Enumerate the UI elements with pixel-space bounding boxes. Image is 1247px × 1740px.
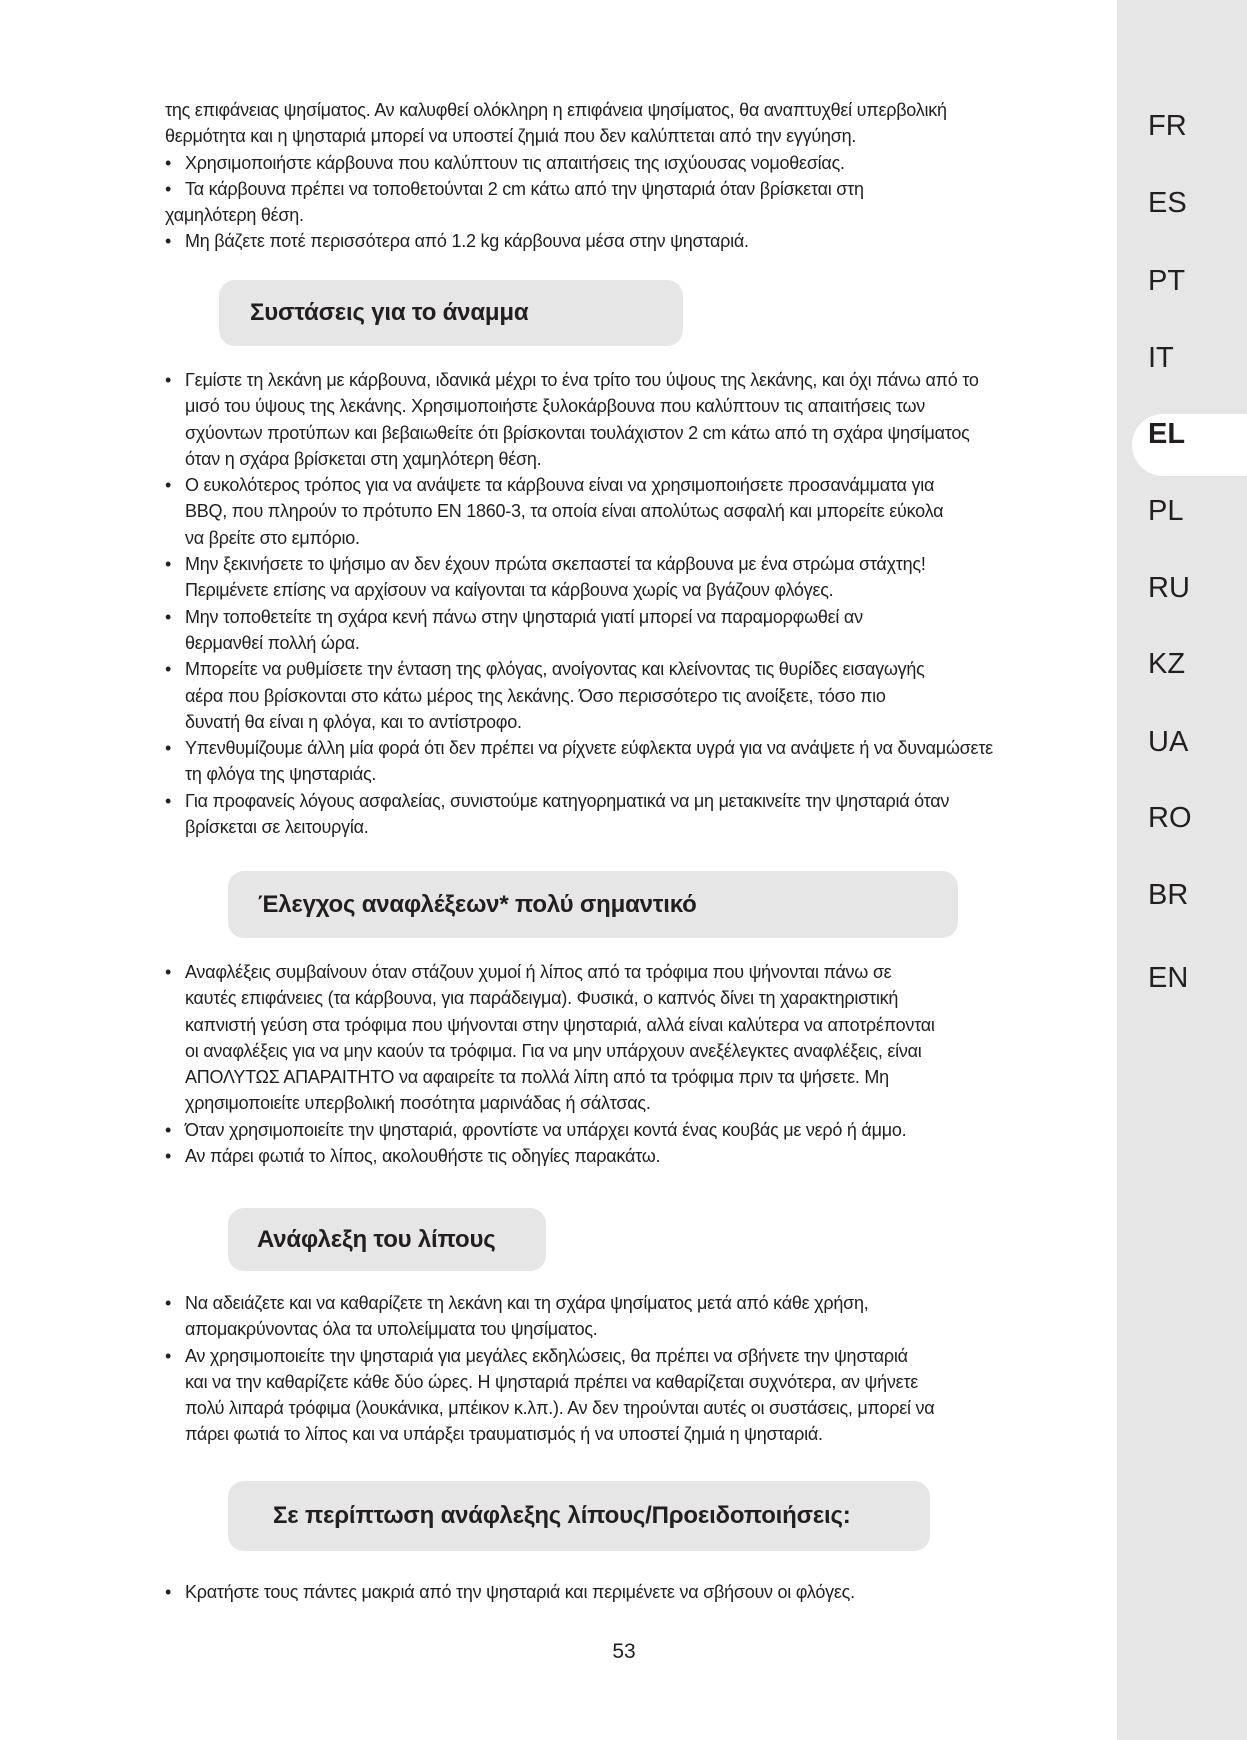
text-line: Να αδειάζετε και να καθαρίζετε τη λεκάνη και τη σχάρα ψησίματος μετά από κάθε χρήση,: [185, 1293, 869, 1313]
text-line: της επιφάνειας ψησίματος. Αν καλυφθεί ολόκληρη η επιφάνεια ψησίματος, θα αναπτυχθεί υπερβολική: [165, 100, 947, 120]
language-tab-pl[interactable]: PL: [1148, 495, 1184, 527]
bullet-icon: •: [165, 1345, 172, 1366]
section-flare-up-control: [165, 959, 1095, 1169]
section-grease-fire-warnings: [165, 1579, 1095, 1605]
language-tab-en[interactable]: EN: [1148, 962, 1189, 994]
paragraph: [165, 202, 1095, 228]
text-line: απομακρύνοντας όλα τα υπολείμματα του ψησίματος.: [185, 1319, 598, 1340]
language-tab-it[interactable]: IT: [1148, 342, 1174, 374]
language-tab-el[interactable]: EL: [1148, 418, 1186, 450]
bullet-item: [165, 1343, 1095, 1448]
bullet-icon: •: [165, 1146, 172, 1167]
language-tab-ro[interactable]: RO: [1148, 802, 1192, 834]
heading-lighting-recommendations: [219, 280, 683, 346]
page-number: 53: [612, 1640, 636, 1663]
bullet-item: [165, 788, 1095, 841]
text-line: Αν χρησιμοποιείτε την ψησταριά για μεγάλες εκδηλώσεις, θα πρέπει να σβήνετε την ψησταριά: [185, 1345, 908, 1366]
text-line: Χρησιμοποιήστε κάρβουνα που καλύπτουν τις απαιτήσεις της ισχύουσας νομοθεσίας.: [185, 152, 845, 173]
section-lighting-recommendations: [165, 367, 1095, 840]
heading-text: Σε περίπτωση ανάφλεξης λίπους/Προειδοποιήσεις:: [273, 1502, 851, 1529]
heading-text: Ανάφλεξη του λίπους: [257, 1225, 496, 1253]
bullet-icon: •: [165, 962, 172, 982]
bullet-icon: •: [165, 1293, 172, 1313]
language-tab-pt[interactable]: PT: [1148, 265, 1186, 297]
bullet-icon: •: [165, 178, 172, 199]
bullet-item: [165, 656, 1095, 735]
bullet-icon: •: [165, 475, 172, 496]
text-line: Μη βάζετε ποτέ περισσότερα από 1.2 kg κάρβουνα μέσα στην ψησταριά.: [185, 231, 749, 252]
language-tab-kz[interactable]: KZ: [1148, 648, 1186, 680]
text-line: Ο ευκολότερος τρόπος για να ανάψετε τα κάρβουνα είναι να χρησιμοποιήσετε προσανάμματα για: [185, 475, 935, 496]
text-line: αέρα που βρίσκονται στο κάτω μέρος της λεκάνης. Όσο περισσότερο τις ανοίξετε, τόσο πιο: [185, 685, 886, 706]
bullet-icon: •: [165, 790, 172, 811]
text-line: βρίσκεται σε λειτουργία.: [185, 817, 369, 838]
language-tab-ru[interactable]: RU: [1148, 572, 1190, 604]
text-line: Όταν χρησιμοποιείτε την ψησταριά, φροντίστε να υπάρχει κοντά ένας κουβάς με νερό ή άμμο.: [185, 1119, 907, 1140]
text-line: οι αναφλέξεις για να μην καούν τα τρόφιμα. Για να μην υπάρχουν ανεξέλεγκτες αναφλέξεις, είναι: [185, 1040, 922, 1061]
text-line: Υπενθυμίζουμε άλλη μία φορά ότι δεν πρέπει να ρίχνετε εύφλεκτα υγρά για να ανάψετε ή να δυναμώσετε: [185, 738, 993, 759]
bullet-icon: •: [165, 659, 172, 680]
text-line: σχύοντων προτύπων και βεβαιωθείτε ότι βρίσκονται τουλάχιστον 2 cm κάτω από τη σχάρα ψησίματος: [185, 422, 970, 443]
text-line: Για προφανείς λόγους ασφαλείας, συνιστούμε κατηγορηματικά να μη μετακινείτε την ψησταριά όταν: [185, 790, 950, 811]
text-line: Περιμένετε επίσης να αρχίσουν να καίγονται τα κάρβουνα χωρίς να βγάζουν φλόγες.: [185, 580, 834, 601]
bullet-item: [165, 735, 1095, 788]
text-line: BBQ, που πληρούν το πρότυπο EN 1860-3, τα οποία είναι απολύτως ασφαλή και μπορείτε εύκολα: [185, 501, 944, 522]
bullet-icon: •: [165, 606, 172, 627]
text-line: να βρείτε στο εμπόριο.: [185, 527, 360, 548]
bullet-item: [165, 604, 1095, 657]
language-tab-br[interactable]: BR: [1148, 879, 1189, 911]
text-line: θερμότητα και η ψησταριά μπορεί να υποστεί ζημιά που δεν καλύπτεται από την εγγύηση.: [165, 126, 857, 147]
bullet-item: [165, 150, 1095, 176]
text-line: πάρει φωτιά το λίπος και να υπάρξει τραυματισμός ή να υποστεί ζημιά η ψησταριά.: [185, 1424, 823, 1445]
section-grease-fire: [165, 1290, 1095, 1448]
paragraph: [165, 97, 1095, 150]
text-line: Μπορείτε να ρυθμίσετε την ένταση της φλόγας, ανοίγοντας και κλείνοντας τις θυρίδες εισαγωγής: [185, 659, 925, 680]
bullet-item: [165, 1143, 1095, 1169]
bullet-icon: •: [165, 1119, 172, 1140]
text-line: και να την καθαρίζετε κάθε δύο ώρες. Η ψησταριά πρέπει να καθαρίζεται συχνότερα, αν ψήνετε: [185, 1371, 919, 1392]
language-tab-ua[interactable]: UA: [1148, 726, 1189, 758]
text-line: καυτές επιφάνειες (τα κάρβουνα, για παράδειγμα). Φυσικά, ο καπνός δίνει τη χαρακτηριστική: [185, 988, 899, 1009]
language-tab-es[interactable]: ES: [1148, 187, 1187, 219]
bullet-icon: •: [165, 554, 172, 575]
text-line: Αν πάρει φωτιά το λίπος, ακολουθήστε τις οδηγίες παρακάτω.: [185, 1146, 661, 1167]
text-line: καπνιστή γεύση στα τρόφιμα που ψήνονται στην ψησταριά, αλλά είναι καλύτερα να αποτρέπονται: [185, 1014, 935, 1035]
heading-grease-fire-warnings: [228, 1481, 930, 1551]
bullet-item: [165, 959, 1095, 1117]
bullet-item: [165, 472, 1095, 551]
text-line: θερμανθεί πολλή ώρα.: [185, 632, 360, 653]
heading-text: Συστάσεις για το άναμμα: [250, 299, 529, 326]
language-sidebar: [1117, 0, 1247, 1740]
text-line: Τα κάρβουνα πρέπει να τοποθετούνται 2 cm κάτω από την ψησταριά όταν βρίσκεται στη: [185, 178, 864, 199]
bullet-icon: •: [165, 370, 172, 390]
text-line: Κρατήστε τους πάντες μακριά από την ψησταριά και περιμένετε να σβήσουν οι φλόγες.: [185, 1582, 855, 1602]
heading-text: Έλεγχος αναφλέξεων* πολύ σημαντικό: [258, 890, 697, 918]
text-line: ΑΠΟΛΥΤΩΣ ΑΠΑΡΑΙΤΗΤΟ να αφαιρείτε τα πολλά λίπη από τα τρόφιμα πριν τα ψήσετε. Μη: [185, 1067, 889, 1088]
text-line: Μην ξεκινήσετε το ψήσιμο αν δεν έχουν πρώτα σκεπαστεί τα κάρβουνα με ένα στρώμα στάχτης!: [185, 554, 926, 575]
bullet-icon: •: [165, 152, 172, 173]
text-line: όταν η σχάρα βρίσκεται στη χαμηλότερη θέση.: [185, 448, 542, 469]
language-tab-fr[interactable]: FR: [1148, 110, 1187, 142]
text-line: πολύ λιπαρά τρόφιμα (λουκάνικα, μπέικον κ.λπ.). Αν δεν τηρούνται αυτές οι συστάσεις, μπορεί να: [185, 1398, 935, 1419]
text-line: Αναφλέξεις συμβαίνουν όταν στάζουν χυμοί ή λίπος από τα τρόφιμα που ψήνονται πάνω σε: [185, 962, 892, 982]
text-line: μισό του ύψους της λεκάνης. Χρησιμοποιήστε ξυλοκάρβουνα που καλύπτουν τις απαιτήσεις των: [185, 396, 926, 417]
text-line: δυνατή θα είναι η φλόγα, και το αντίστροφο.: [185, 711, 522, 732]
bullet-item: [165, 551, 1095, 604]
intro-text: [165, 97, 1095, 255]
bullet-item: [165, 1290, 1095, 1343]
bullet-icon: •: [165, 231, 172, 252]
text-line: τη φλόγα της ψησταριάς.: [185, 764, 377, 785]
bullet-item: [165, 367, 1095, 472]
heading-grease-fire: [228, 1208, 546, 1271]
heading-flare-up-control: [228, 871, 958, 938]
text-line: χαμηλότερη θέση.: [165, 205, 304, 226]
bullet-item: [165, 1579, 1095, 1605]
text-line: χρησιμοποιείτε υπερβολική ποσότητα μαρινάδας ή σάλτσας.: [185, 1093, 651, 1114]
bullet-icon: •: [165, 1582, 172, 1602]
text-line: Μην τοποθετείτε τη σχάρα κενή πάνω στην ψησταριά γιατί μπορεί να παραμορφωθεί αν: [185, 606, 863, 627]
bullet-item: [165, 1117, 1095, 1143]
bullet-item: [165, 176, 1095, 202]
bullet-item: [165, 228, 1095, 254]
text-line: Γεμίστε τη λεκάνη με κάρβουνα, ιδανικά μέχρι το ένα τρίτο του ύψους της λεκάνης, και όχι πάνω από το: [185, 370, 979, 390]
bullet-icon: •: [165, 738, 172, 759]
